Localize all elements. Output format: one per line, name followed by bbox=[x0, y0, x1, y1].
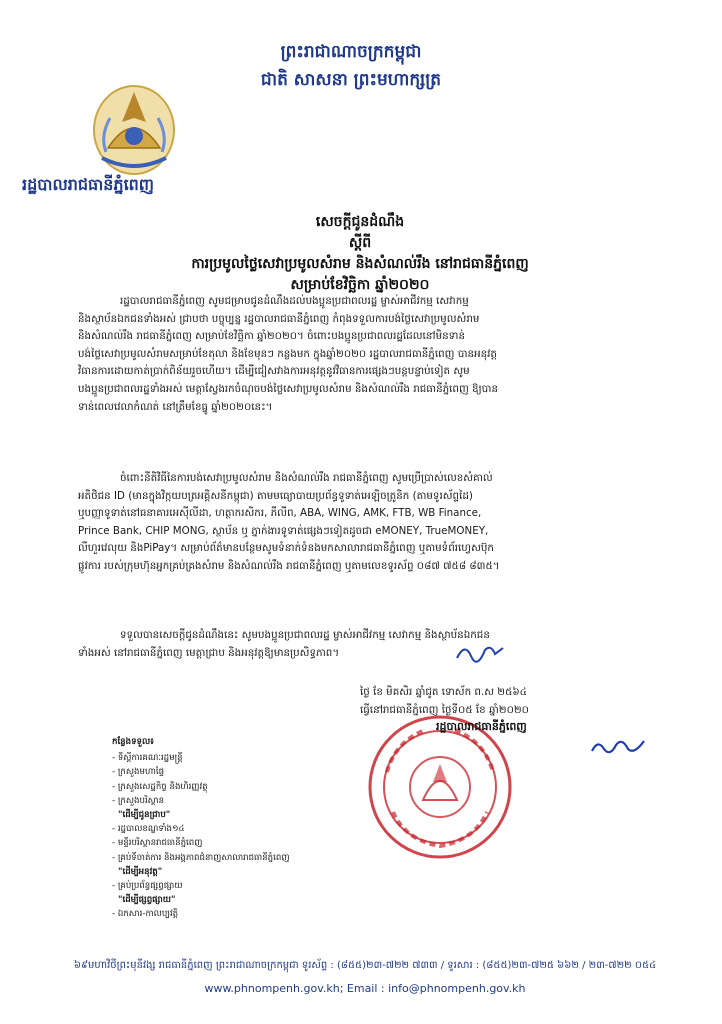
recipient-item: - ឯកសារ-កាលប្បវត្តិ bbox=[112, 909, 179, 920]
email-link[interactable]: info@phnompenh.gov.kh bbox=[388, 982, 526, 995]
recipient-purpose: "ដើម្បីអនុវត្ត" bbox=[118, 866, 163, 877]
recipients-list bbox=[112, 735, 342, 922]
paragraph-line: និងសំណល់រឹង រាជធានីភ្នំពេញ សម្រាប់ខែវិច្ឆិកា ឆ្នាំ២០២០។ ចំពោះបងប្អូនប្រជាពលរដ្ឋដែលនៅមិនទាន់ bbox=[78, 330, 466, 343]
kingdom-title: ព្រះរាជាណាចក្រកម្ពុជា bbox=[280, 42, 422, 62]
paragraph-line: Prince Bank, CHIP MONG, ស្ថាប័ន ឬ ភ្នាក់ងារទូទាត់ផ្សេងៗទៀតដូចជា eMONEY, TrueMONEY, bbox=[78, 524, 489, 537]
title-line-notice: សេចក្តីជូនដំណឹង bbox=[315, 214, 405, 230]
paragraph-line: បងប្អូនប្រជាពលរដ្ឋទាំងអស់ មេត្តាស្វែងរកចំណុចបង់ថ្លៃសេវាប្រមូលសំរាម និងសំណល់រឹង រាជធានីភ្នំពេញ ឱ្យបាន bbox=[78, 382, 498, 395]
title-line-subject: ការប្រមូលថ្លៃសេវាប្រមូលសំរាម និងសំណល់រឹង នៅរាជធានីភ្នំពេញ bbox=[191, 256, 529, 272]
paragraph-line: ចំពោះនីតិវិធីនៃការបង់សេវាប្រមូលសំរាម និងសំណល់រឹង រាជធានីភ្នំពេញ សូមប្រើប្រាស់លេខសំគាល់ bbox=[120, 472, 493, 484]
signing-authority: រដ្ឋបាលរាជធានីភ្នំពេញ bbox=[436, 720, 527, 733]
title-line-subject-label: ស្តីពី bbox=[348, 235, 372, 251]
paragraph-line: ទាន់ពេលវេលាកំណត់ នៅត្រឹមខែធ្នូ ឆ្នាំ២០២០នេះ។ bbox=[78, 400, 273, 413]
website-link[interactable]: www.phnompenh.gov.kh bbox=[204, 982, 340, 995]
body-paragraph-2 bbox=[78, 470, 656, 576]
paragraph-line: វិធានការដោយកាត់ប្រាក់ពិន័យរួចហើយ។ ដើម្បីជៀសវាងការអនុវត្តនូវវិធានការផ្សេងៗបន្តបន្ទាប់ទៀត សូម bbox=[78, 365, 470, 378]
recipient-item: - គ្រប់ប្រព័ន្ធផ្សព្វផ្សាយ bbox=[112, 881, 183, 892]
issuing-authority: រដ្ឋបាលរាជធានីភ្នំពេញ bbox=[22, 175, 155, 194]
footer-contact bbox=[40, 982, 690, 995]
initial-signature-icon bbox=[455, 640, 505, 664]
phnom-penh-emblem-icon bbox=[88, 78, 180, 178]
body-paragraph-3 bbox=[78, 627, 656, 662]
recipient-item: - ក្រសួងសេដ្ឋកិច្ច និងហិរញ្ញវត្ថុ bbox=[112, 781, 208, 792]
recipient-purpose: "ដើម្បីផ្សព្វផ្សាយ" bbox=[118, 895, 176, 906]
recipient-item: - មន្ទីរបរិស្ថានរាជធានីភ្នំពេញ bbox=[112, 838, 203, 849]
recipient-item: - ទីស្តីការគណៈរដ្ឋមន្ត្រី bbox=[112, 753, 183, 764]
recipient-item: - ក្រសួងបរិស្ថាន bbox=[112, 795, 165, 806]
paragraph-line: ផ្លូវការ របស់ក្រុមហ៊ុនអ្នកគ្រប់គ្រងសំរាម និងសំណល់រឹង រាជធានីភ្នំពេញ ឬតាមលេខទូរស័ព្ទ ០៨៧ ៧៥៨ ៨៣៥។ bbox=[78, 559, 500, 572]
recipient-item: - រដ្ឋបាលខណ្ឌទាំង១៤ bbox=[112, 824, 185, 835]
paragraph-line: រដ្ឋបាលរាជធានីភ្នំពេញ សូមជម្រាបជូនដំណឹងដល់បងប្អូនប្រជាពលរដ្ឋ ម្ចាស់អាជីវកម្ម សេវាកម្ម bbox=[120, 295, 469, 307]
paragraph-line: ទទួលបានសេចក្តីជូនដំណឹងនេះ សូមបងប្អូនប្រជាពលរដ្ឋ ម្ចាស់អាជីវកម្ម សេវាកម្ម និងស្ថាប័នឯកជន bbox=[120, 629, 490, 641]
body-paragraph-1 bbox=[78, 293, 656, 416]
official-signature-icon bbox=[590, 735, 646, 759]
title-line-period: សម្រាប់ខែវិច្ឆិកា ឆ្នាំ២០២០ bbox=[290, 277, 430, 293]
solar-date: ធ្វើនៅរាជធានីភ្នំពេញ ថ្ងៃទី០៥ ខែ ឆ្នាំ២០២០ bbox=[360, 703, 529, 716]
recipients-heading: កន្លែងទទួល៖ bbox=[112, 737, 154, 747]
notice-title bbox=[150, 212, 570, 296]
kingdom-header bbox=[236, 38, 466, 94]
kingdom-motto: ជាតិ សាសនា ព្រះមហាក្សត្រ bbox=[260, 70, 442, 90]
recipient-item: - ក្រសួងមហាផ្ទៃ bbox=[112, 767, 165, 778]
recipient-purpose: "ដើម្បីជូនជ្រាប" bbox=[118, 810, 171, 821]
paragraph-line: ទាំងអស់ នៅរាជធានីភ្នំពេញ មេត្តាជ្រាប និងអនុវត្តឱ្យមានប្រសិទ្ធភាព។ bbox=[78, 646, 340, 659]
paragraph-line: បង់ថ្លៃសេវាប្រមូលសំរាមសម្រាប់ខែតុលា និងខែមុនៗ កន្លងមក ក្នុងឆ្នាំ២០២០ រដ្ឋបាលរាជធានីភ្នំពេញ បានអនុវត្ត bbox=[78, 347, 497, 360]
paragraph-line: និងស្ថាប័នឯកជនទាំងអស់ ជ្រាបថា បច្ចុប្បន្ន រដ្ឋបាលរាជធានីភ្នំពេញ កំពុងទទួលការបង់ថ្លៃសេវាប្រមូលសំរាម bbox=[78, 312, 480, 325]
lunar-date: ថ្ងៃ ខែ មិគសិរ ឆ្នាំជូត ទោស័ក ព.ស ២៥៦៤ bbox=[360, 686, 527, 698]
footer-separator: ; Email : bbox=[339, 982, 389, 995]
paragraph-line: ឬបញ្ញាទូទាត់នៅធនាគារអេស៊ីលីដា, ហត្ថាករសិករ, ភីលីព, ABA, WING, AMK, FTB, WB Finance, bbox=[78, 507, 482, 520]
paragraph-line: អតិថិជន ID (មានក្នុងវិក្កយបត្រអគ្គិសនីកម្ពុជា) តាមមធ្យោបាយប្រព័ន្ធទូទាត់អេឡិចត្រូនិក (តាមទូរស័ព្ទដៃ) bbox=[78, 489, 473, 502]
footer-address: ៦៩មហាវិថីព្រះមុនីវង្ស រាជធានីភ្នំពេញ ព្រះរាជាណាចក្រកម្ពុជា ទូរស័ព្ទ : (៨៥៥)២៣-៧២២ ៧៣៣ / ទូរសារ : (៨៥៥)២៣-៧២៥ ៦៦២ / ២៣-៧២២ ០៥៤ bbox=[73, 960, 657, 971]
recipient-item: - គ្រប់ទីចាត់ការ និងអង្គភាពជំនាញសាលារាជធានីភ្នំពេញ bbox=[112, 852, 290, 863]
paragraph-line: លីហួរវេលុយ និងPiPay។ សម្រាប់ព័ត៌មានបន្ថែមសូមទំនាក់ទំនងមកសាលារាជធានីភ្នំពេញ ឬតាមទំព័រហ្វេសប៊ុក bbox=[78, 542, 494, 555]
